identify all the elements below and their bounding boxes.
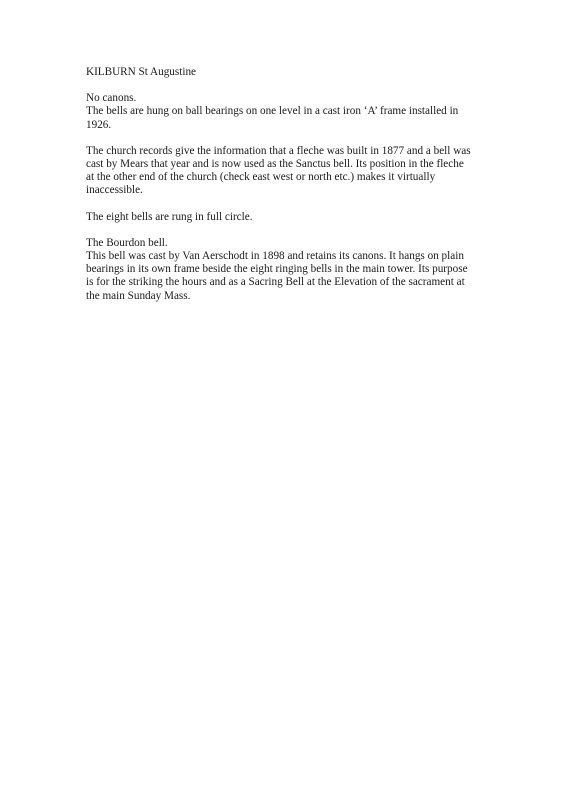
paragraph-line: is for the striking the hours and as a Sacring Bell at the Elevation of the sacrament at	[86, 276, 465, 289]
paragraph-bourdon-bell	[86, 237, 526, 303]
paragraph-gap	[86, 198, 526, 211]
paragraph-line: the main Sunday Mass.	[86, 289, 191, 302]
paragraph-full-circle	[86, 211, 526, 224]
paragraph-line: cast by Mears that year and is now used as the Sanctus bell. Its position in the fleche	[86, 158, 464, 171]
paragraph-line: 1926.	[86, 118, 112, 131]
document-title: KILBURN St Augustine	[86, 66, 197, 78]
paragraph-line: The church records give the information that a fleche was built in 1877 and a bell was	[86, 144, 471, 157]
document-body	[86, 66, 526, 303]
paragraph-gap	[86, 132, 526, 145]
paragraph-line: The bells are hung on ball bearings on one level in a cast iron ‘A’ frame installed in	[86, 105, 459, 118]
paragraph-frame	[86, 92, 526, 132]
paragraph-church-records	[86, 145, 526, 198]
paragraph-gap	[86, 224, 526, 237]
paragraph-line: at the other end of the church (check east west or north etc.) makes it virtually	[86, 171, 436, 184]
paragraph-line: No canons.	[86, 92, 137, 105]
paragraph-line: The eight bells are rung in full circle.	[86, 210, 253, 223]
section-heading: The Bourdon bell.	[86, 236, 168, 249]
paragraph-gap	[86, 79, 526, 92]
paragraph-line: This bell was cast by Van Aerschodt in 1898 and retains its canons. It hangs on plain	[86, 250, 464, 263]
paragraph-line: bearings in its own frame beside the eight ringing bells in the main tower. Its purpose	[86, 263, 468, 276]
paragraph-line: inaccessible.	[86, 184, 143, 197]
